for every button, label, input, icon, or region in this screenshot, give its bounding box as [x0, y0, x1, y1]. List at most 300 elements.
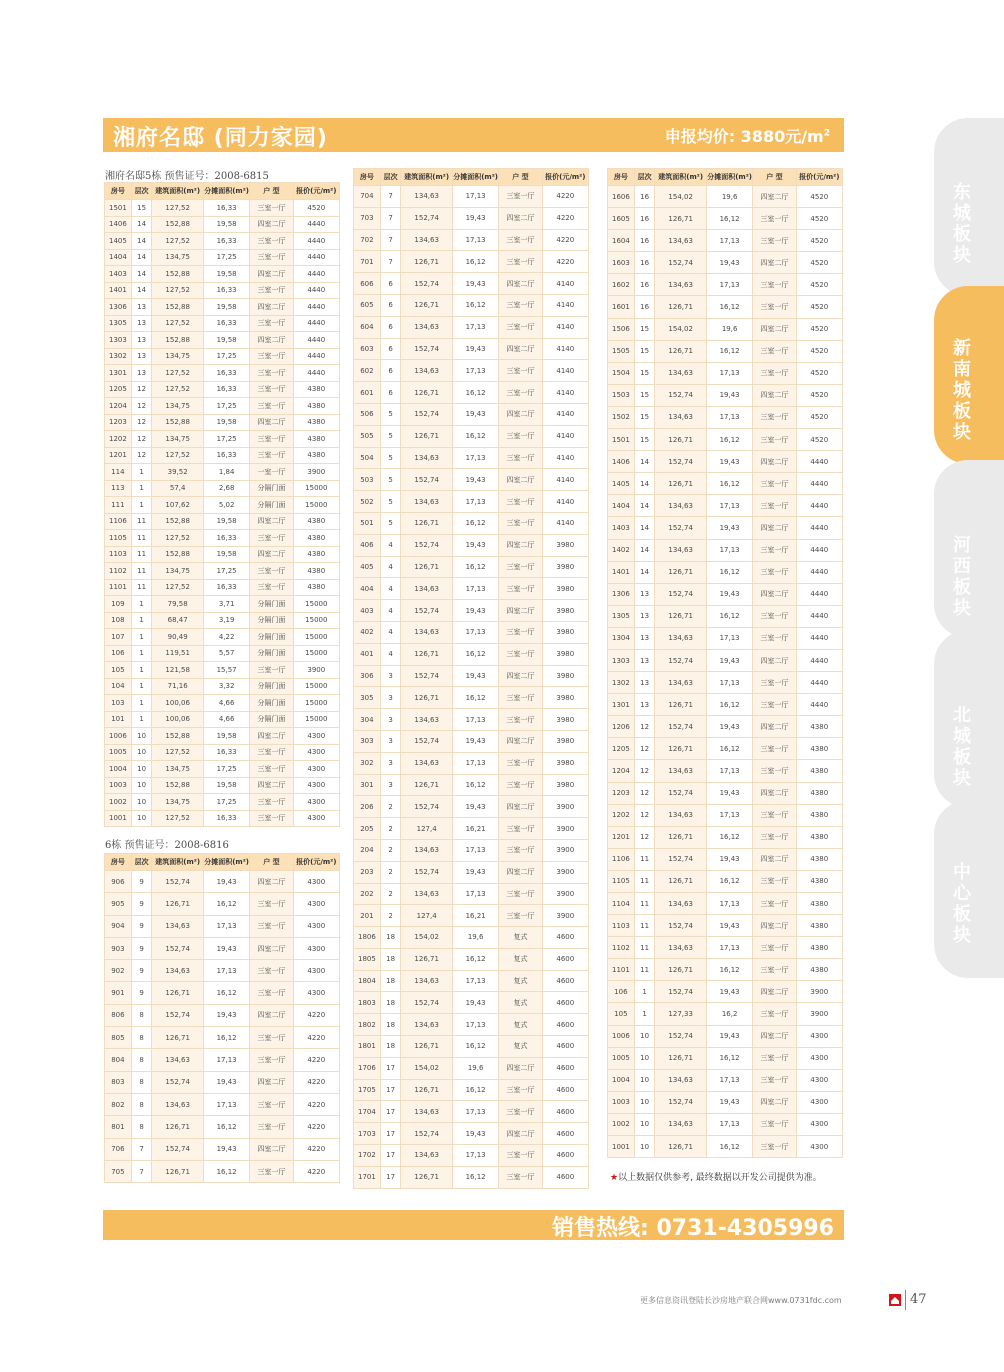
table-cell: 三室一厅 — [499, 1145, 542, 1167]
table-cell: 206 — [354, 796, 381, 818]
table-cell: 301 — [354, 774, 381, 796]
table-cell: 4440 — [796, 672, 842, 694]
table-cell: 四室二厅 — [753, 252, 796, 274]
table-cell: 126,71 — [655, 208, 707, 230]
table-cell: 10 — [634, 1047, 655, 1069]
table-cell: 8 — [131, 1071, 152, 1093]
table-cell: 1801 — [354, 1036, 381, 1058]
table-cell: 9 — [131, 893, 152, 915]
table-cell: 三室一厅 — [753, 1069, 796, 1091]
table-cell: 4220 — [293, 1027, 339, 1049]
table-cell: 分隔门面 — [250, 480, 293, 497]
table-cell: 1406 — [608, 451, 635, 473]
table-cell: 126,71 — [152, 1160, 204, 1182]
table-cell: 134,75 — [152, 431, 204, 448]
table-cell: 三室一厅 — [250, 381, 293, 398]
table-cell: 3 — [380, 730, 401, 752]
table-cell: 分隔门面 — [250, 497, 293, 514]
table-cell: 4140 — [542, 273, 588, 295]
column-header: 层次 — [380, 169, 401, 186]
table-cell: 四室二厅 — [753, 451, 796, 473]
table-cell: 15,57 — [203, 662, 249, 679]
side-tab-new-south[interactable] — [934, 286, 1004, 464]
side-tab-label: 河 西 板 块 — [953, 535, 971, 619]
table-cell: 三室一厅 — [250, 761, 293, 778]
table-cell: 1101 — [105, 579, 132, 596]
table-cell: 804 — [105, 1049, 132, 1071]
table-cell: 4440 — [293, 348, 339, 365]
table-cell: 202 — [354, 883, 381, 905]
table-cell: 4440 — [796, 649, 842, 671]
table-cell: 152,88 — [152, 546, 204, 563]
table-row — [354, 643, 589, 665]
column-header: 分摊面积(m²) — [203, 183, 249, 200]
table-cell: 13 — [131, 315, 152, 332]
table-cell: 复式 — [499, 1036, 542, 1058]
table-row — [354, 273, 589, 295]
table-cell: 1302 — [105, 348, 132, 365]
table-row — [105, 1004, 340, 1026]
table-cell: 1103 — [105, 546, 132, 563]
table-cell: 134,63 — [401, 709, 453, 731]
table-cell: 134,63 — [655, 362, 707, 384]
table-cell: 16,12 — [706, 694, 752, 716]
table-cell: 4380 — [796, 738, 842, 760]
column-header: 建筑面积(m²) — [655, 169, 707, 186]
table-cell: 三室一厅 — [753, 804, 796, 826]
table-cell: 四室二厅 — [250, 1004, 293, 1026]
table-cell: 13 — [131, 365, 152, 382]
table-cell: 19,6 — [452, 927, 498, 949]
table-cell: 2,68 — [203, 480, 249, 497]
table-cell: 16,12 — [452, 251, 498, 273]
table-header-row — [608, 169, 843, 186]
table-cell: 16,12 — [452, 1166, 498, 1188]
table-row — [354, 403, 589, 425]
table-cell: 15 — [634, 406, 655, 428]
table-row — [105, 744, 340, 761]
table-cell: 7 — [131, 1160, 152, 1182]
table-cell: 14 — [131, 216, 152, 233]
table-cell: 126,71 — [401, 251, 453, 273]
table-cell: 152,88 — [152, 299, 204, 316]
table-cell: 152,74 — [401, 665, 453, 687]
table-cell: 4380 — [293, 414, 339, 431]
table-cell: 16 — [634, 252, 655, 274]
table-cell: 三室一厅 — [499, 556, 542, 578]
table-cell: 4600 — [542, 1123, 588, 1145]
table-cell: 1101 — [608, 959, 635, 981]
table-cell: 19,43 — [706, 848, 752, 870]
hotline-banner — [103, 1210, 844, 1240]
table-row — [608, 716, 843, 738]
table-cell: 1002 — [608, 1113, 635, 1135]
table-cell: 4380 — [796, 804, 842, 826]
table-cell: 19,43 — [706, 915, 752, 937]
table-cell: 4440 — [293, 299, 339, 316]
table-cell: 10 — [131, 728, 152, 745]
table-cell: 134,63 — [655, 1113, 707, 1135]
table-cell: 101 — [105, 711, 132, 728]
table-cell: 4 — [380, 600, 401, 622]
table-cell: 17,13 — [706, 495, 752, 517]
table-cell: 19,43 — [706, 782, 752, 804]
table-cell: 501 — [354, 512, 381, 534]
table-row — [354, 905, 589, 927]
side-tab-center[interactable] — [934, 800, 1004, 978]
side-tab-north[interactable] — [934, 630, 1004, 808]
table-row — [354, 338, 589, 360]
table-cell: 三室一厅 — [753, 627, 796, 649]
table-cell: 15 — [634, 362, 655, 384]
table-cell: 17,13 — [706, 1113, 752, 1135]
table-cell: 16,33 — [203, 447, 249, 464]
table-cell: 4440 — [293, 282, 339, 299]
table-cell: 三室一厅 — [499, 316, 542, 338]
table-row — [354, 316, 589, 338]
table-cell: 403 — [354, 600, 381, 622]
table-cell: 四室二厅 — [250, 299, 293, 316]
table-cell: 17,13 — [452, 491, 498, 513]
table-cell: 16,12 — [452, 687, 498, 709]
table-cell: 17,13 — [706, 760, 752, 782]
table-cell: 15 — [634, 384, 655, 406]
table-cell: 分隔门面 — [250, 711, 293, 728]
side-tab-east[interactable] — [934, 118, 1004, 296]
website-promo: 更多信息资讯登陆长沙房地产联合网www.0731fdc.com — [640, 1296, 842, 1305]
table-cell: 复式 — [499, 948, 542, 970]
table-row — [608, 915, 843, 937]
table-cell: 17,13 — [452, 578, 498, 600]
table-cell: 17,13 — [706, 627, 752, 649]
table-cell: 134,63 — [401, 883, 453, 905]
table-cell: 4600 — [542, 1057, 588, 1079]
table-cell: 四室二厅 — [250, 546, 293, 563]
table-row — [608, 451, 843, 473]
table-cell: 19,43 — [452, 665, 498, 687]
column-header: 分摊面积(m²) — [452, 169, 498, 186]
table-row — [354, 1079, 589, 1101]
table-cell: 2 — [380, 839, 401, 861]
table-cell: 3,19 — [203, 612, 249, 629]
table-cell: 126,71 — [655, 561, 707, 583]
table-cell: 1001 — [105, 810, 132, 827]
table-cell: 9 — [131, 915, 152, 937]
table-cell: 4380 — [796, 760, 842, 782]
table-cell: 14 — [131, 249, 152, 266]
table-cell: 9 — [131, 937, 152, 959]
table-cell: 3980 — [542, 687, 588, 709]
table-cell: 1 — [131, 497, 152, 514]
table-cell: 12 — [131, 381, 152, 398]
table-cell: 127,52 — [152, 315, 204, 332]
table-cell: 107 — [105, 629, 132, 646]
table-cell: 1002 — [105, 794, 132, 811]
table-row — [354, 774, 589, 796]
table-cell: 19,58 — [203, 777, 249, 794]
table-cell: 3900 — [293, 662, 339, 679]
table-cell: 152,74 — [655, 1025, 707, 1047]
table-cell: 4140 — [542, 512, 588, 534]
table-cell: 17 — [380, 1145, 401, 1167]
table-cell: 17,13 — [452, 316, 498, 338]
table-cell: 4300 — [293, 744, 339, 761]
table-cell: 16,12 — [706, 561, 752, 583]
table-cell: 16,21 — [452, 818, 498, 840]
table-cell: 4220 — [293, 1116, 339, 1138]
table-cell: 三室一厅 — [499, 425, 542, 447]
table-cell: 134,63 — [152, 1093, 204, 1115]
table-cell: 三室一厅 — [499, 186, 542, 208]
table-row — [105, 761, 340, 778]
table-row — [608, 495, 843, 517]
table-cell: 4300 — [293, 982, 339, 1004]
table-cell: 19,43 — [706, 1025, 752, 1047]
table-cell: 4 — [380, 578, 401, 600]
table-cell: 19,43 — [452, 273, 498, 295]
table-row — [105, 1138, 340, 1160]
table-row — [105, 414, 340, 431]
table-cell: 四室二厅 — [250, 266, 293, 283]
table-cell: 152,74 — [401, 796, 453, 818]
table-cell: 4380 — [796, 870, 842, 892]
table-cell: 16,12 — [706, 473, 752, 495]
table-cell: 17,13 — [706, 230, 752, 252]
table-cell: 126,71 — [152, 1116, 204, 1138]
table-cell: 三室一厅 — [499, 1101, 542, 1123]
table-cell: 四室二厅 — [250, 777, 293, 794]
table-cell: 15000 — [293, 678, 339, 695]
table-cell: 152,74 — [401, 273, 453, 295]
table-cell: 4300 — [293, 893, 339, 915]
table-cell: 152,74 — [401, 207, 453, 229]
side-tab-hexi[interactable] — [934, 460, 1004, 638]
table-row — [354, 687, 589, 709]
table-cell: 127,52 — [152, 579, 204, 596]
table-cell: 1805 — [354, 948, 381, 970]
table-cell: 19,43 — [452, 992, 498, 1014]
table-row — [608, 539, 843, 561]
table-cell: 100,06 — [152, 695, 204, 712]
table-cell: 127,52 — [152, 381, 204, 398]
table-cell: 三室一厅 — [499, 1079, 542, 1101]
table-cell: 127,52 — [152, 744, 204, 761]
table-cell: 三室一厅 — [250, 810, 293, 827]
table-cell: 13 — [131, 332, 152, 349]
table-cell: 4440 — [796, 583, 842, 605]
table-cell: 304 — [354, 709, 381, 731]
table-cell: 7 — [380, 229, 401, 251]
table-cell: 126,71 — [655, 959, 707, 981]
table-cell: 152,74 — [152, 1004, 204, 1026]
table-cell: 4140 — [542, 425, 588, 447]
table-cell: 17,13 — [706, 406, 752, 428]
table-cell: 302 — [354, 752, 381, 774]
table-cell: 1403 — [105, 266, 132, 283]
table-cell: 四室二厅 — [499, 600, 542, 622]
table-row — [105, 662, 340, 679]
table-row — [105, 915, 340, 937]
table-cell: 134,75 — [152, 348, 204, 365]
table-cell: 12 — [131, 447, 152, 464]
table-cell: 4300 — [293, 777, 339, 794]
table-row — [608, 186, 843, 208]
table-cell: 三室一厅 — [499, 709, 542, 731]
table-cell: 1,84 — [203, 464, 249, 481]
table-cell: 4520 — [293, 200, 339, 217]
table-cell: 三室一厅 — [753, 561, 796, 583]
table-cell: 四室二厅 — [753, 1025, 796, 1047]
table-cell: 104 — [105, 678, 132, 695]
table-cell: 11 — [634, 915, 655, 937]
table-cell: 702 — [354, 229, 381, 251]
table-cell: 1204 — [608, 760, 635, 782]
table-cell: 3900 — [542, 861, 588, 883]
table-cell: 152,74 — [152, 1071, 204, 1093]
table-cell: 4300 — [293, 728, 339, 745]
table-cell: 三室一厅 — [250, 233, 293, 250]
table-cell: 三室一厅 — [250, 1093, 293, 1115]
table-cell: 17,13 — [452, 186, 498, 208]
table-cell: 1602 — [608, 274, 635, 296]
table-cell: 三室一厅 — [499, 229, 542, 251]
table-row — [105, 497, 340, 514]
table-cell: 8 — [131, 1093, 152, 1115]
table-cell: 4220 — [293, 1160, 339, 1182]
table-row — [608, 649, 843, 671]
table-cell: 19,43 — [706, 451, 752, 473]
table-cell: 4140 — [542, 382, 588, 404]
table-cell: 17,13 — [706, 362, 752, 384]
table-cell: 16,33 — [203, 381, 249, 398]
table-cell: 152,74 — [152, 1138, 204, 1160]
table-cell: 三室一厅 — [499, 382, 542, 404]
table-cell: 1 — [131, 480, 152, 497]
table-cell: 三室一厅 — [753, 296, 796, 318]
table-row — [105, 381, 340, 398]
table-cell: 3900 — [542, 883, 588, 905]
table-cell: 四室二厅 — [753, 318, 796, 340]
project-title: 湘府名邸 (同力家园) — [113, 126, 328, 151]
table-cell: 134,75 — [152, 563, 204, 580]
table-cell: 903 — [105, 937, 132, 959]
table-cell: 100,06 — [152, 711, 204, 728]
table-cell: 306 — [354, 665, 381, 687]
table-cell: 3980 — [542, 534, 588, 556]
table-cell: 3980 — [542, 578, 588, 600]
star-icon: ★ — [610, 1173, 619, 1183]
table-cell: 134,75 — [152, 398, 204, 415]
table-cell: 1205 — [105, 381, 132, 398]
table-cell: 152,88 — [152, 332, 204, 349]
table-cell: 602 — [354, 360, 381, 382]
table-cell: 7 — [380, 186, 401, 208]
table-cell: 三室一厅 — [753, 738, 796, 760]
table-row — [105, 200, 340, 217]
table-cell: 127,52 — [152, 530, 204, 547]
table-cell: 1505 — [608, 340, 635, 362]
table-row — [354, 1036, 589, 1058]
table-cell: 152,74 — [655, 517, 707, 539]
table-row — [354, 1101, 589, 1123]
table-cell: 16,33 — [203, 810, 249, 827]
table-cell: 127,4 — [401, 818, 453, 840]
table-row — [608, 605, 843, 627]
column-header: 层次 — [131, 183, 152, 200]
table-cell: 14 — [634, 495, 655, 517]
table-cell: 三室一厅 — [753, 959, 796, 981]
table-cell: 4300 — [293, 761, 339, 778]
table-cell: 16,12 — [452, 948, 498, 970]
table-row — [608, 230, 843, 252]
table-cell: 606 — [354, 273, 381, 295]
table-cell: 分隔门面 — [250, 629, 293, 646]
table-cell: 三室一厅 — [250, 249, 293, 266]
table-cell: 三室一厅 — [250, 982, 293, 1004]
table-cell: 3980 — [542, 752, 588, 774]
table-cell: 4300 — [293, 937, 339, 959]
table-cell: 16,12 — [706, 429, 752, 451]
table-row — [105, 871, 340, 893]
column-header: 户 型 — [499, 169, 542, 186]
table-cell: 19,43 — [452, 207, 498, 229]
table-row — [354, 818, 589, 840]
table-cell: 134,63 — [401, 839, 453, 861]
table-cell: 三室一厅 — [250, 893, 293, 915]
table-header-row — [105, 854, 340, 871]
table-cell: 901 — [105, 982, 132, 1004]
table-cell: 1 — [131, 464, 152, 481]
table-cell: 5 — [380, 425, 401, 447]
table-cell: 4520 — [796, 186, 842, 208]
table-cell: 17,25 — [203, 794, 249, 811]
table-cell: 14 — [131, 282, 152, 299]
table-cell: 126,71 — [401, 1166, 453, 1188]
table-cell: 3 — [380, 687, 401, 709]
table-cell: 3900 — [542, 796, 588, 818]
table-cell: 17,25 — [203, 348, 249, 365]
table-cell: 14 — [634, 539, 655, 561]
table-cell: 11 — [634, 848, 655, 870]
table-cell: 10 — [634, 1025, 655, 1047]
table-cell: 152,88 — [152, 728, 204, 745]
table-cell: 1201 — [608, 826, 635, 848]
table-cell: 1 — [131, 711, 152, 728]
table-row — [354, 186, 589, 208]
table-cell: 134,63 — [655, 760, 707, 782]
table-cell: 3980 — [542, 730, 588, 752]
table-cell: 16,12 — [706, 208, 752, 230]
table-row — [105, 794, 340, 811]
table-cell: 604 — [354, 316, 381, 338]
table-cell: 152,74 — [401, 1123, 453, 1145]
table-cell: 1402 — [608, 539, 635, 561]
table-row — [354, 992, 589, 1014]
average-price — [665, 124, 830, 147]
table-cell: 1403 — [608, 517, 635, 539]
table-cell: 1201 — [105, 447, 132, 464]
table-cell: 四室二厅 — [753, 915, 796, 937]
average-price-unit-sup: 2 — [823, 128, 830, 139]
table-cell: 4140 — [542, 316, 588, 338]
table-row — [105, 530, 340, 547]
table-cell: 134,63 — [655, 539, 707, 561]
table-cell: 3900 — [293, 464, 339, 481]
table-cell: 17,25 — [203, 563, 249, 580]
table-cell: 902 — [105, 960, 132, 982]
table-cell: 14 — [131, 233, 152, 250]
table-cell: 16,33 — [203, 233, 249, 250]
